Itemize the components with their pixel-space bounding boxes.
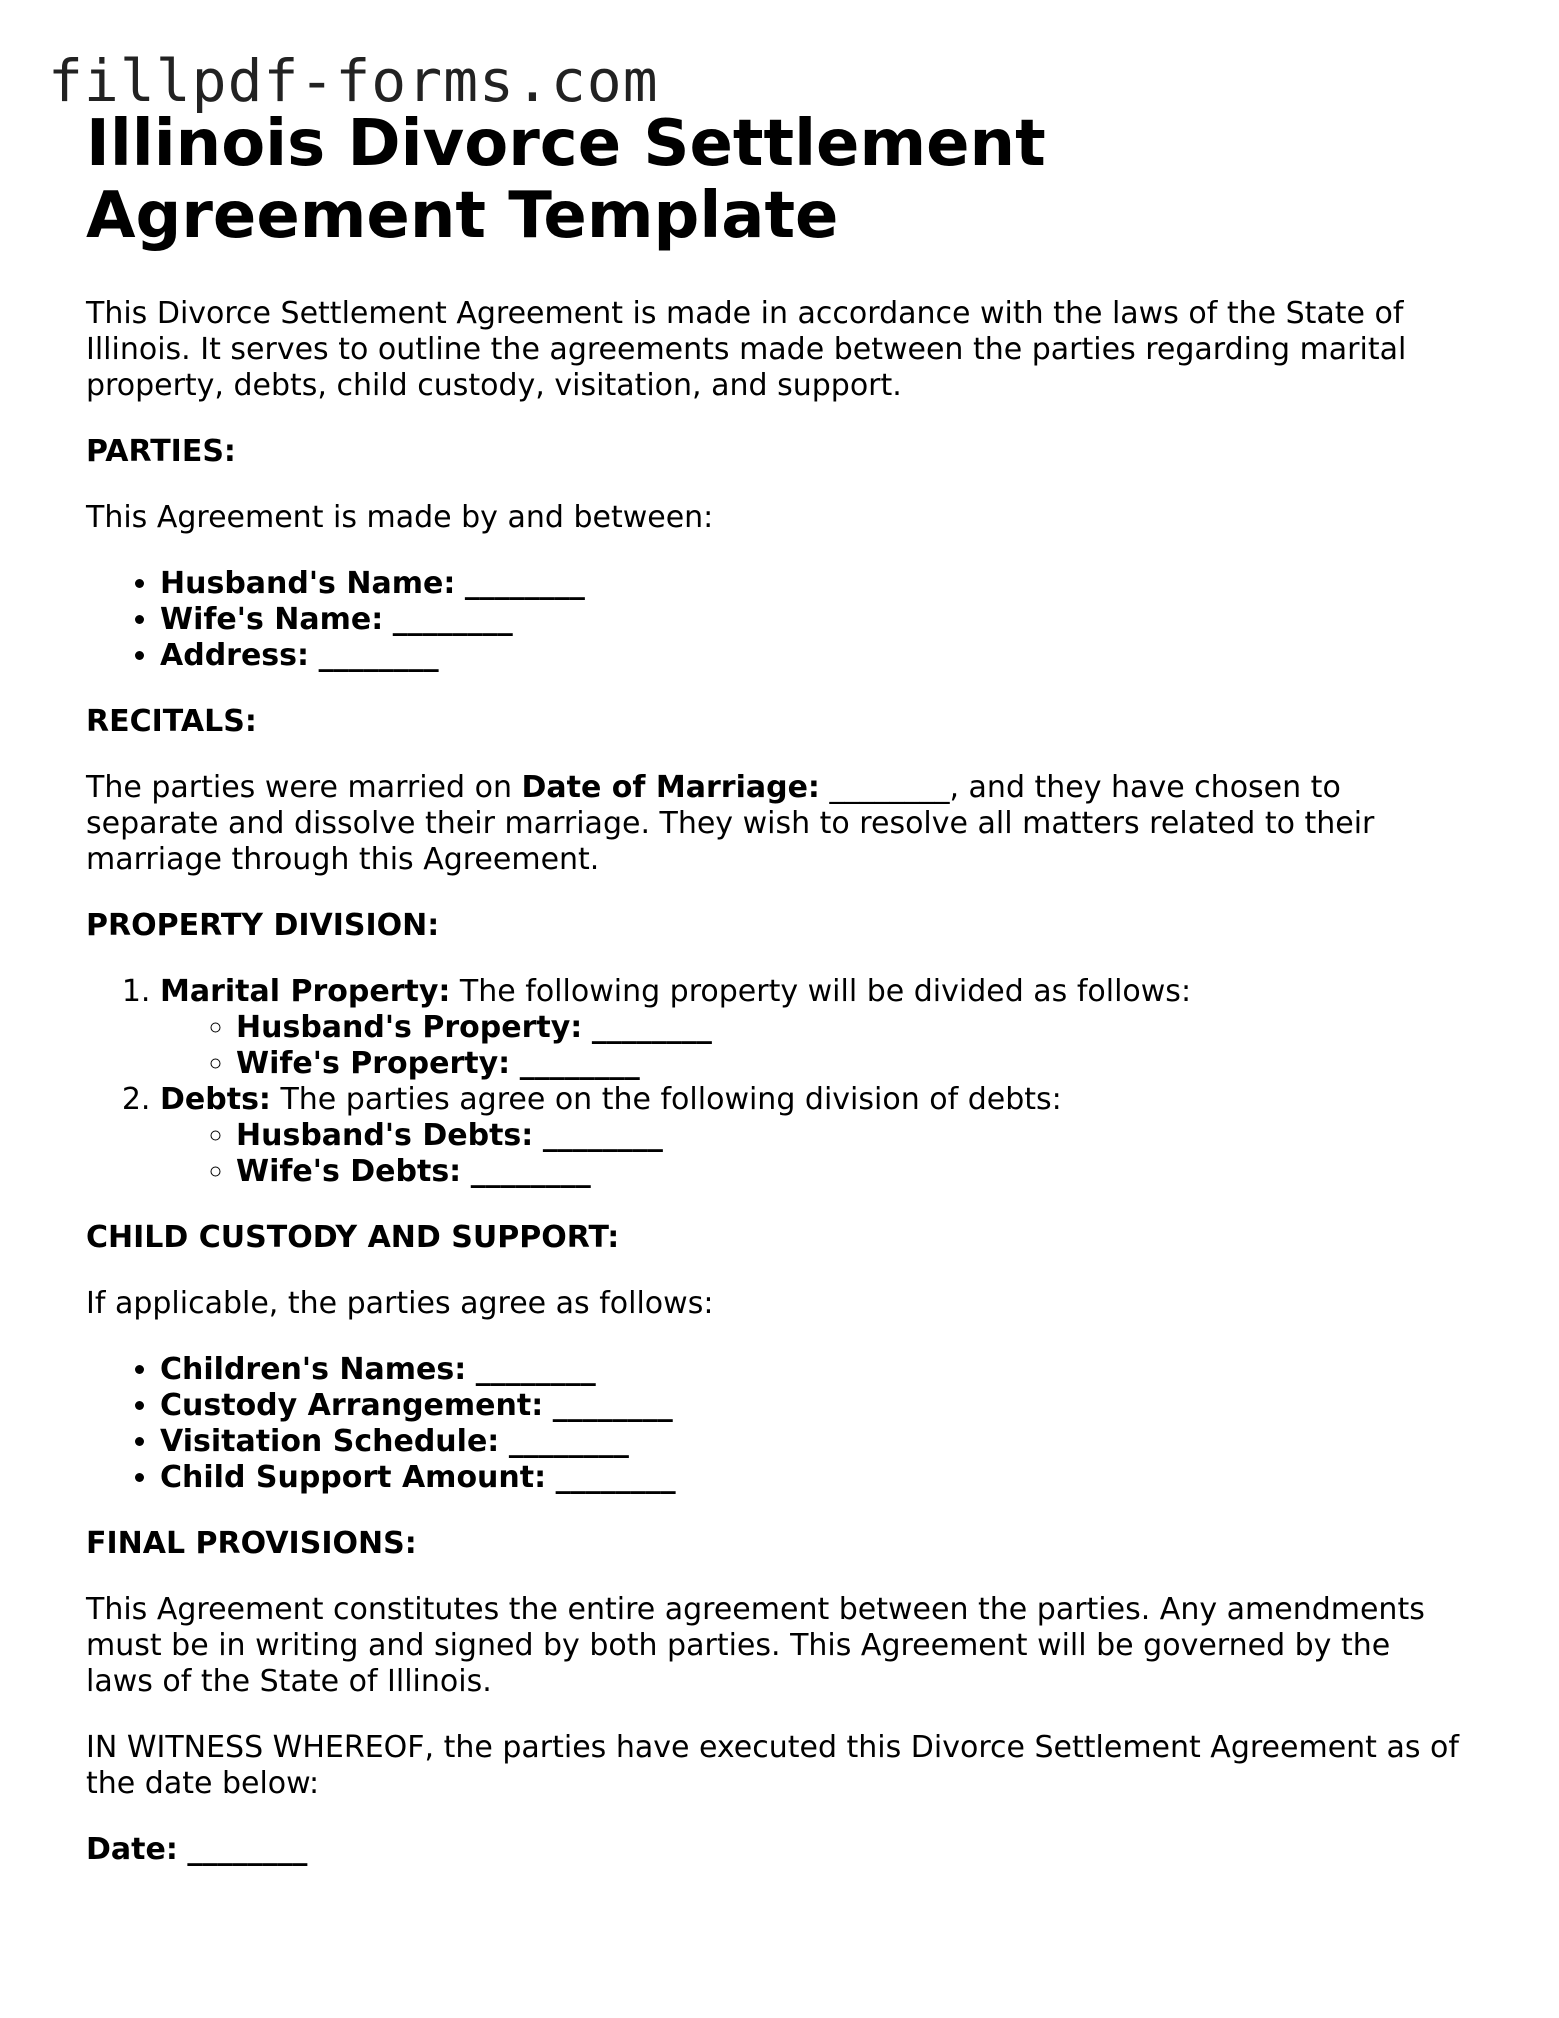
- wife-name-field[interactable]: ________: [392, 602, 513, 637]
- wife-property-label: Wife's Property:: [236, 1046, 511, 1081]
- list-item: [236, 1118, 1466, 1154]
- date-of-marriage-field[interactable]: ________: [829, 770, 950, 805]
- list-item: [236, 1046, 1466, 1082]
- parties-list: [86, 566, 1466, 674]
- custody-arrangement-label: Custody Arrangement:: [160, 1388, 544, 1423]
- child-support-amount-label: Child Support Amount:: [160, 1460, 547, 1495]
- husband-name-label: Husband's Name:: [160, 566, 456, 601]
- child-support-amount-field[interactable]: ________: [555, 1460, 676, 1495]
- date-label: Date:: [86, 1832, 178, 1867]
- husband-property-field[interactable]: ________: [591, 1010, 712, 1045]
- recitals-paragraph: [86, 770, 1466, 878]
- visitation-schedule-field[interactable]: ________: [508, 1424, 629, 1459]
- date-of-marriage-label: Date of Marriage:: [521, 770, 820, 805]
- list-item: [236, 1010, 1466, 1046]
- final-text: This Agreement constitutes the entire agreement between the parties. Any amendments must be in writing and signed by both parties. This Agreement will be governed by the laws of the State of Illinois.: [86, 1592, 1425, 1699]
- recitals-text-after: , and they have chosen to separate and dissolve their marriage. They wish to resolve all matters related to their marriage through this Agreement.: [86, 770, 1375, 877]
- list-item: [160, 638, 1466, 674]
- wife-name-label: Wife's Name:: [160, 602, 384, 637]
- intro-paragraph: This Divorce Settlement Agreement is made in accordance with the laws of the State of Illinois. It serves to outline the agreements made between the parties regarding marital property, debts, child custody, visitation, and support.: [86, 296, 1407, 403]
- husband-debts-label: Husband's Debts:: [236, 1118, 534, 1153]
- children-names-field[interactable]: ________: [475, 1352, 596, 1387]
- husband-debts-field[interactable]: ________: [542, 1118, 663, 1153]
- property-list: [86, 974, 1466, 1190]
- list-item: [160, 1424, 1466, 1460]
- date-line: [86, 1832, 1466, 1868]
- recitals-heading: RECITALS:: [86, 704, 257, 739]
- list-item: [160, 566, 1466, 602]
- date-field[interactable]: ________: [187, 1832, 308, 1867]
- visitation-schedule-label: Visitation Schedule:: [160, 1424, 500, 1459]
- parties-text: This Agreement is made by and between:: [86, 500, 714, 535]
- marital-property-label: Marital Property:: [160, 974, 451, 1009]
- children-names-label: Children's Names:: [160, 1352, 467, 1387]
- document-page: [86, 108, 1466, 1898]
- list-item: [160, 1460, 1466, 1496]
- address-field[interactable]: ________: [318, 638, 439, 673]
- parties-heading: PARTIES:: [86, 434, 236, 469]
- wife-property-field[interactable]: ________: [519, 1046, 640, 1081]
- debts-label: Debts:: [160, 1082, 271, 1117]
- watermark: fillpdf-forms.com: [48, 47, 659, 115]
- wife-debts-field[interactable]: ________: [470, 1154, 591, 1189]
- list-item: [160, 602, 1466, 638]
- custody-text: If applicable, the parties agree as follows:: [86, 1286, 714, 1321]
- page-title: Illinois Divorce Settlement Agreement Template: [86, 107, 1046, 253]
- list-item: [160, 1388, 1466, 1424]
- marital-property-text: The following property will be divided as follows:: [450, 974, 1192, 1009]
- final-heading: FINAL PROVISIONS:: [86, 1526, 417, 1561]
- list-item: [160, 974, 1466, 1082]
- custody-arrangement-field[interactable]: ________: [552, 1388, 673, 1423]
- list-item: [160, 1082, 1466, 1190]
- husband-name-field[interactable]: ________: [464, 566, 585, 601]
- list-item: [236, 1154, 1466, 1190]
- custody-heading: CHILD CUSTODY AND SUPPORT:: [86, 1220, 620, 1255]
- address-label: Address:: [160, 638, 310, 673]
- recitals-text-before: The parties were married on: [86, 770, 522, 805]
- wife-debts-label: Wife's Debts:: [236, 1154, 462, 1189]
- list-item: [160, 1352, 1466, 1388]
- debts-text: The parties agree on the following division of debts:: [270, 1082, 1062, 1117]
- custody-list: [86, 1352, 1466, 1496]
- witness-text: IN WITNESS WHEREOF, the parties have executed this Divorce Settlement Agreement as of the date below:: [86, 1730, 1459, 1801]
- marital-property-sublist: [160, 1010, 1466, 1082]
- husband-property-label: Husband's Property:: [236, 1010, 583, 1045]
- debts-sublist: [160, 1118, 1466, 1190]
- property-heading: PROPERTY DIVISION:: [86, 908, 440, 943]
